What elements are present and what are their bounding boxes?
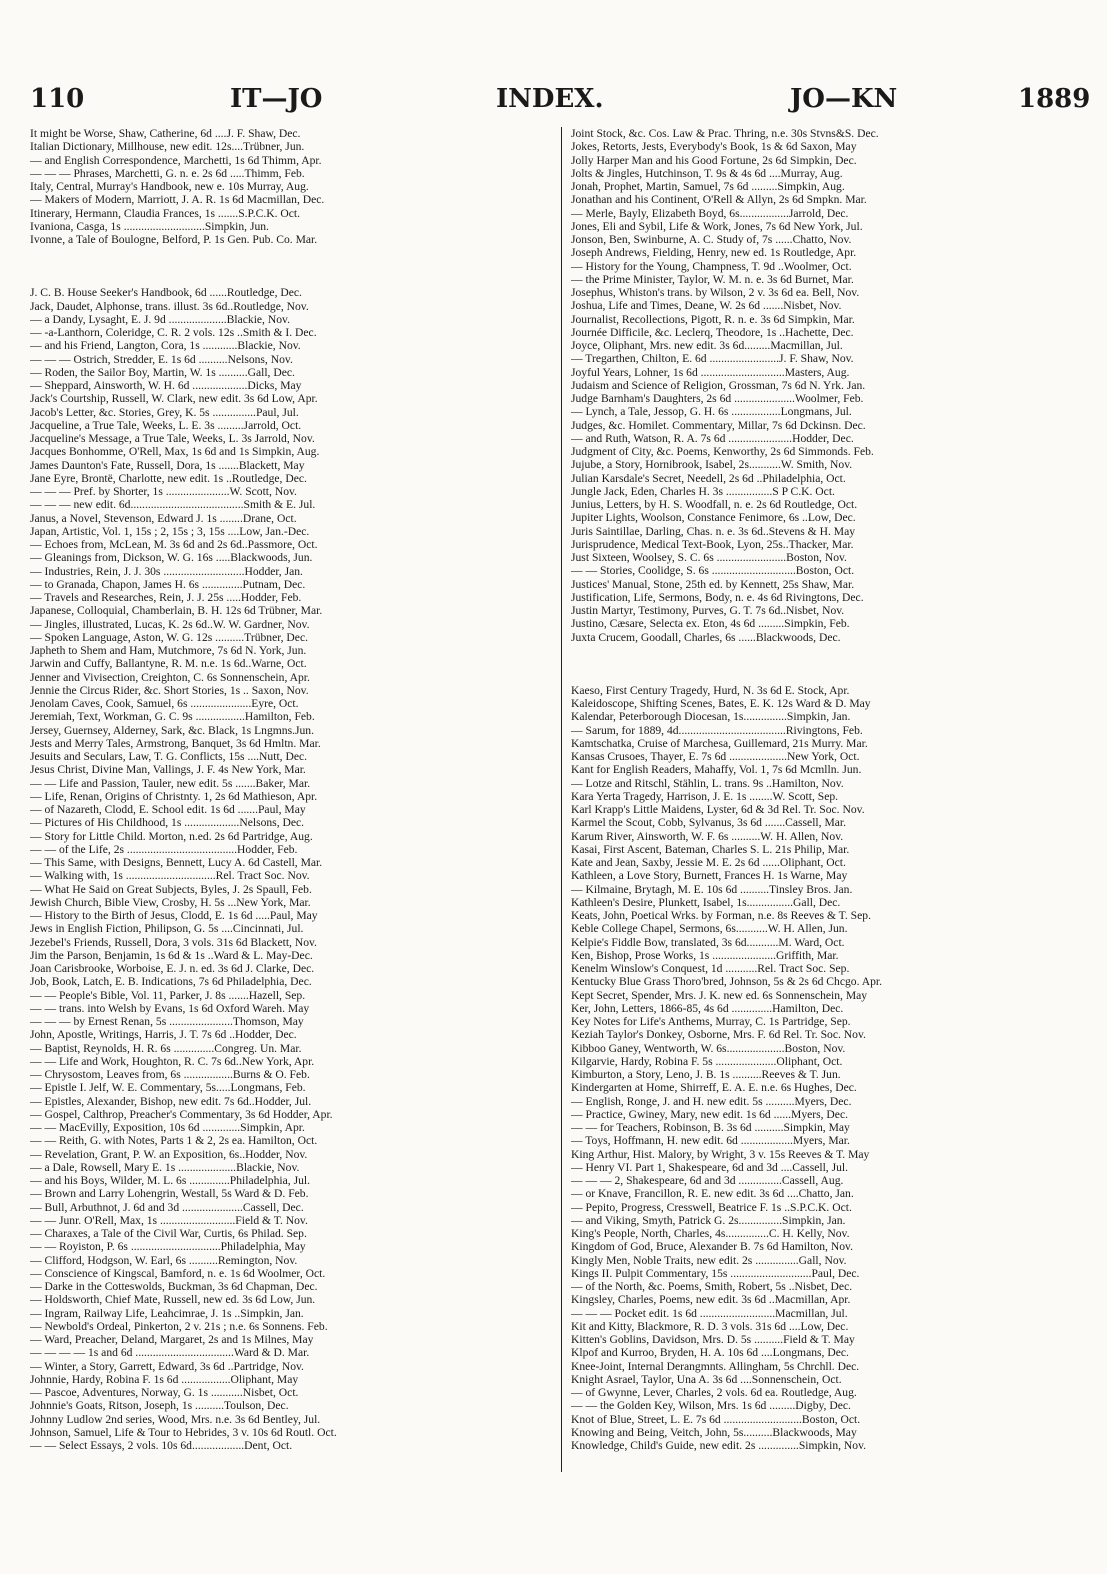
index-entry: — Conscience of Kingscal, Bamford, n. e. 1s 6d Woolmer, Oct. [30, 1266, 326, 1280]
index-entry: — Gospel, Calthrop, Preacher's Commentary, 3s 6d Hodder, Apr. [30, 1107, 333, 1121]
index-entry: Kept Secret, Spender, Mrs. J. K. new ed. 6s Sonnenschein, May [571, 988, 868, 1002]
index-entry: — Life, Renan, Origins of Christnty. 1, 2s 6d Mathieson, Apr. [30, 789, 318, 803]
index-entry: Jolts & Jingles, Hutchinson, T. 9s & 4s 6d ....Murray, Aug. [571, 166, 843, 180]
index-entry: — Lynch, a Tale, Jessop, G. H. 6s .................Longmans, Jul. [571, 405, 852, 419]
header-right-range: JO—KN [790, 84, 898, 114]
index-entry: Janus, a Novel, Stevenson, Edward J. 1s ........Drane, Oct. [30, 511, 297, 525]
index-entry: Jokes, Retorts, Jests, Everybody's Book, 1s & 6d Saxon, May [571, 140, 857, 154]
index-entry: Kingsley, Charles, Poems, new edit. 3s 6d ..Macmillan, Apr. [571, 1293, 851, 1307]
index-entry: — and his Boys, Wilder, M. L. 6s ..............Philadelphia, Jul. [30, 1174, 310, 1187]
index-entry: — Darke in the Cotteswolds, Buckman, 3s 6d Chapman, Dec. [30, 1280, 318, 1293]
index-entry: — Epistle I. Jelf, W. E. Commentary, 5s.....Longmans, Feb. [30, 1081, 306, 1095]
index-entry: — Holdsworth, Chief Mate, Russell, new ed. 3s 6d Low, Jun. [30, 1293, 316, 1307]
index-entry: Jacqueline's Message, a True Tale, Weeks, L. 3s Jarrold, Nov. [30, 432, 315, 445]
index-entry: — Ingram, Railway Life, Leahcimrae, J. 1s ..Simpkin, Jan. [30, 1306, 304, 1320]
index-entry: Jack's Courtship, Russell, W. Clark, new edit. 3s 6d Low, Apr. [30, 392, 318, 406]
index-entry: — Tregarthen, Chilton, E. 6d ........................J. F. Shaw, Nov. [571, 352, 854, 366]
index-entry: Key Notes for Life's Anthems, Murray, C. 1s Partridge, Sep. [571, 1015, 851, 1028]
index-entry: — Newbold's Ordeal, Pinkerton, 2 v. 21s ; n.e. 6s Sonnens. Feb. [30, 1319, 328, 1333]
index-entry: Johnny Ludlow 2nd series, Wood, Mrs. n.e. 3s 6d Bentley, Jul. [30, 1412, 321, 1426]
index-entry: Jennie the Circus Rider, &c. Short Stories, 1s .. Saxon, Nov. [30, 683, 309, 697]
index-entry: Johnnie's Goats, Ritson, Joseph, 1s ..........Toulson, Dec. [30, 1399, 289, 1413]
index-entry: — Henry VI. Part 1, Shakespeare, 6d and 3d ....Cassell, Jul. [571, 1160, 849, 1174]
index-entry: — Clifford, Hodgson, W. Earl, 6s ..........Remington, Nov. [30, 1253, 298, 1267]
index-entry: Jacob's Letter, &c. Stories, Grey, K. 5s ...............Paul, Jul. [30, 405, 299, 419]
index-entry: — — — — 1s and 6d ..................................Ward & D. Mar. [30, 1346, 310, 1360]
index-entry: — Bull, Arbuthnot, J. 6d and 3d .....................Cassell, Dec. [30, 1200, 304, 1214]
index-entry: — Practice, Gwiney, Mary, new edit. 1s 6d ......Myers, Dec. [571, 1107, 848, 1121]
index-entry: Jurisprudence, Medical Text-Book, Lyon, 25s..Thacker, Mar. [571, 537, 854, 551]
column-divider [561, 127, 562, 1472]
index-entry: — What He Said on Great Subjects, Byles, J. 2s Spaull, Feb. [30, 882, 312, 896]
index-entry: Joyful Years, Lohner, 1s 6d .............................Masters, Aug. [571, 365, 850, 379]
index-entry: King Arthur, Hist. Malory, by Wright, 3 v. 15s Reeves & T. May [571, 1147, 870, 1161]
index-entry: Japan, Artistic, Vol. 1, 15s ; 2, 15s ; 3, 15s ....Low, Jan.-Dec. [30, 524, 310, 538]
index-entry: — — Reith, G. with Notes, Parts 1 & 2, 2s ea. Hamilton, Oct. [30, 1134, 318, 1148]
index-entry: — — MacEvilly, Exposition, 10s 6d .............Simpkin, Apr. [30, 1121, 305, 1134]
index-entry: — — trans. into Welsh by Evans, 1s 6d Oxford Wareh. May [30, 1001, 310, 1015]
index-entry: — of Gwynne, Lever, Charles, 2 vols. 6d ea. Routledge, Aug. [571, 1386, 857, 1399]
index-entry: Kasai, First Ascent, Bateman, Charles S. L. 21s Philip, Mar. [571, 842, 850, 856]
index-entry: Jujube, a Story, Hornibrook, Isabel, 2s...........W. Smith, Nov. [571, 458, 853, 472]
index-entry: Knot of Blue, Street, L. E. 7s 6d ...........................Boston, Oct. [571, 1412, 861, 1426]
header-title: INDEX. [496, 84, 604, 114]
index-entry: — Jingles, illustrated, Lucas, K. 2s 6d..W. W. Gardner, Nov. [30, 617, 310, 631]
index-entry: Jolly Harper Man and his Good Fortune, 2s 6d Simpkin, Dec. [571, 153, 857, 167]
index-entry: Kingdom of God, Bruce, Alexander B. 7s 6d Hamilton, Nov. [571, 1240, 853, 1254]
index-entry: Knowing and Being, Veitch, John, 5s..........Blackwoods, May [571, 1425, 857, 1439]
index-entry: Kathleen's Desire, Plunkett, Isabel, 1s................Gall, Dec. [571, 895, 841, 909]
index-entry: Jesus Christ, Divine Man, Vallings, J. F. 4s New York, Mar. [30, 763, 306, 777]
index-entry: — -a-Lanthorn, Coleridge, C. R. 2 vols. 12s ..Smith & I. Dec. [30, 326, 317, 339]
index-entry: — the Prime Minister, Taylor, W. M. n. e. 3s 6d Burnet, Mar. [571, 272, 854, 286]
index-entry: King's People, North, Charles, 4s...............C. H. Kelly, Nov. [571, 1227, 850, 1240]
index-entry: Joshua, Life and Times, Deane, W. 2s 6d .......Nisbet, Nov. [571, 299, 842, 313]
index-entry: Klpof and Kurroo, Bryden, H. A. 10s 6d ....Longmans, Dec. [571, 1346, 849, 1360]
index-entry: Jezebel's Friends, Russell, Dora, 3 vols. 31s 6d Blackett, Nov. [30, 935, 317, 949]
index-entry: — and Ruth, Watson, R. A. 7s 6d ......................Hodder, Dec. [571, 431, 854, 445]
index-entry: — — for Teachers, Robinson, B. 3s 6d ..........Simpkin, May [571, 1121, 850, 1134]
index-entry: — — Life and Work, Houghton, R. C. 7s 6d..New York, Apr. [30, 1054, 315, 1068]
index-entry: Joint Stock, &c. Cos. Law & Prac. Thring, n.e. 30s Stvns&S. Dec. [571, 127, 879, 140]
index-entry: Jenner and Vivisection, Creighton, C. 6s Sonnenschein, Apr. [30, 670, 310, 684]
header-left-range: IT—JO [230, 84, 323, 114]
index-entry: Karum River, Ainsworth, W. F. 6s ..........W. H. Allen, Nov. [571, 829, 844, 843]
index-entry: — Roden, the Sailor Boy, Martin, W. 1s ..........Gall, Dec. [30, 365, 295, 379]
index-entry: Judges, &c. Homilet. Commentary, Millar, 7s 6d Dckinsn. Dec. [571, 418, 866, 432]
index-entry: Kamtschatka, Cruise of Marchesa, Guillemard, 21s Murry. Mar. [571, 736, 868, 750]
index-entry: It might be Worse, Shaw, Catherine, 6d ....J. F. Shaw, Dec. [30, 127, 301, 140]
index-entry: Jonathan and his Continent, O'Rell & Allyn, 2s 6d Smpkn. Mar. [571, 193, 867, 207]
index-entry: Kathleen, a Love Story, Burnett, Frances H. 1s Warne, May [571, 869, 848, 883]
index-entry: — Toys, Hoffmann, H. new edit. 6d ..................Myers, Mar. [571, 1134, 850, 1148]
index-entry: — of the North, &c. Poems, Smith, Robert, 5s ..Nisbet, Dec. [571, 1280, 853, 1293]
index-entry: — Kilmaine, Brytagh, M. E. 10s 6d ..........Tinsley Bros. Jan. [571, 882, 853, 896]
index-entry: — — Royiston, P. 6s ...............................Philadelphia, May [30, 1240, 306, 1254]
index-entry: John, Apostle, Writings, Harris, J. T. 7s 6d ..Hodder, Dec. [30, 1028, 297, 1042]
index-entry: — Travels and Researches, Rein, J. J. 25s .....Hodder, Feb. [30, 591, 302, 604]
index-entry: Kaleidoscope, Shifting Scenes, Bates, E. K. 12s Ward & D. May [571, 697, 871, 710]
index-entry: Jane Eyre, Brontë, Charlotte, new edit. 1s ..Routledge, Dec. [30, 471, 307, 485]
index-entry: Ker, John, Letters, 1866-85, 4s 6d ..............Hamilton, Dec. [571, 1001, 844, 1015]
index-entry: Keziah Taylor's Donkey, Osborne, Mrs. F. 6d Rel. Tr. Soc. Nov. [571, 1028, 866, 1042]
index-entry: Karl Krapp's Little Maidens, Lyster, 6d & 3d Rel. Tr. Soc. Nov. [571, 803, 865, 816]
index-entry: Jesuits and Seculars, Law, T. G. Conflicts, 15s ....Nutt, Dec. [30, 750, 308, 763]
index-entry: Joseph Andrews, Fielding, Henry, new ed. 1s Routledge, Apr. [571, 246, 857, 260]
index-entry: — Revelation, Grant, P. W. an Exposition, 6s..Hodder, Nov. [30, 1147, 308, 1161]
index-entry: — Story for Little Child. Morton, n.ed. 2s 6d Partridge, Aug. [30, 829, 313, 843]
index-entry: Italy, Central, Murray's Handbook, new e. 10s Murray, Aug. [30, 180, 309, 193]
index-entry: — and Viking, Smyth, Patrick G. 2s...............Simpkin, Jan. [571, 1213, 846, 1227]
index-entry: Kimburton, a Story, Leno, J. B. 1s ..........Reeves & T. Jun. [571, 1068, 841, 1081]
index-entry: Ivonne, a Tale of Boulogne, Belford, P. 1s Gen. Pub. Co. Mar. [30, 233, 318, 246]
index-entry: — — People's Bible, Vol. 11, Parker, J. 8s .......Hazell, Sep. [30, 988, 306, 1002]
index-entry: Jungle Jack, Eden, Charles H. 3s ................S P C.K. Oct. [571, 484, 835, 498]
index-entry: — — the Golden Key, Wilson, Mrs. 1s 6d .........Digby, Dec. [571, 1399, 851, 1413]
index-entry: — This Same, with Designs, Bennett, Lucy A. 6d Castell, Mar. [30, 856, 323, 869]
index-column-right [571, 127, 1083, 1452]
index-entry: Johnson, Samuel, Life & Tour to Hebrides, 3 v. 10s 6d Routl. Oct. [30, 1425, 337, 1439]
index-entry: — Merle, Bayly, Elizabeth Boyd, 6s.................Jarrold, Dec. [571, 206, 849, 220]
index-entry: Ken, Bishop, Prose Works, 1s ......................Griffith, Mar. [571, 948, 839, 962]
index-entry: Joyce, Oliphant, Mrs. new edit. 3s 6d.........Macmillan, Jul. [571, 339, 843, 352]
index-entry: Jonah, Prophet, Martin, Samuel, 7s 6d .........Simpkin, Aug. [571, 180, 845, 193]
index-entry: Japanese, Colloquial, Chamberlain, B. H. 12s 6d Trübner, Mar. [30, 604, 323, 618]
index-entry: Julian Karsdale's Secret, Needell, 2s 6d ..Philadelphia, Oct. [571, 471, 846, 485]
index-entry: Josephus, Whiston's trans. by Wilson, 2 v. 3s 6d ea. Bell, Nov. [571, 286, 860, 299]
index-entry: — — Life and Passion, Tauler, new edit. 5s .......Baker, Mar. [30, 776, 311, 790]
index-entry: Karmel the Scout, Cobb, Sylvanus, 3s 6d .......Cassell, Mar. [571, 816, 847, 830]
index-entry: Kalendar, Peterborough Diocesan, 1s...............Simpkin, Jan. [571, 710, 851, 724]
index-entry: Kit and Kitty, Blackmore, R. D. 3 vols. 31s 6d ....Low, Dec. [571, 1319, 849, 1333]
index-entry: Journée Difficile, &c. Leclerq, Theodore, 1s ..Hachette, Dec. [571, 325, 854, 339]
index-entry: Kibboo Ganey, Wentworth, W. 6s....................Boston, Nov. [571, 1041, 846, 1055]
index-entry: Kara Yerta Tragedy, Harrison, J. E. 1s ........W. Scott, Sep. [571, 789, 839, 803]
index-entry: — to Granada, Chapon, James H. 6s ..............Putnam, Dec. [30, 577, 306, 591]
index-entry: — Baptist, Reynolds, H. R. 6s ..............Congreg. Un. Mar. [30, 1041, 302, 1055]
index-entry: Judaism and Science of Religion, Grossman, 7s 6d N. Yrk. Jan. [571, 378, 866, 392]
index-entry: Justices' Manual, Stone, 25th ed. by Kennett, 25s Shaw, Mar. [571, 577, 855, 591]
index-entry: Justino, Cæsare, Selecta ex. Eton, 4s 6d .........Simpkin, Feb. [571, 617, 850, 631]
index-entry: — — — Pocket edit. 1s 6d ..........................Macmillan, Jul. [571, 1306, 848, 1320]
index-entry: Jones, Eli and Sybil, Life & Work, Jones, 7s 6d New York, Jul. [571, 219, 863, 233]
index-entry: — a Dale, Rowsell, Mary E. 1s ....................Blackie, Nov. [30, 1160, 300, 1174]
index-entry: Keats, John, Poetical Wrks. by Forman, n.e. 8s Reeves & T. Sep. [571, 909, 871, 922]
index-entry: — Gleanings from, Dickson, W. G. 16s .....Blackwoods, Jun. [30, 551, 313, 565]
page-number: 110 [30, 84, 85, 114]
index-entry: — and his Friend, Langton, Cora, 1s ............Blackie, Nov. [30, 339, 301, 353]
index-column-left [30, 127, 552, 1452]
index-entry: Jews in English Fiction, Philipson, G. 5s ....Cincinnati, Jul. [30, 922, 304, 936]
index-entry: Keble College Chapel, Sermons, 6s...........W. H. Allen, Jun. [571, 922, 848, 936]
index-entry: — English, Ronge, J. and H. new edit. 5s ..........Myers, Dec. [571, 1094, 852, 1108]
index-entry: — or Knave, Francillon, R. E. new edit. 3s 6d ....Chatto, Jan. [571, 1187, 854, 1201]
index-entry: Junius, Letters, by H. S. Woodfall, n. e. 2s 6d Routledge, Oct. [571, 498, 858, 511]
index-entry: James Daunton's Fate, Russell, Dora, 1s .......Blackett, May [30, 458, 305, 472]
index-entry: — Industries, Rein, J. J. 30s ............................Hodder, Jan. [30, 564, 303, 578]
index-entry: Johnnie, Hardy, Robina F. 1s 6d .................Oliphant, May [30, 1372, 299, 1386]
index-entry: Itinerary, Hermann, Claudia Frances, 1s .......S.P.C.K. Oct. [30, 206, 301, 220]
index-entry: — Walking with, 1s ...............................Rel. Tract Soc. Nov. [30, 869, 310, 883]
index-entry: — Spoken Language, Aston, W. G. 12s ..........Trübner, Dec. [30, 630, 308, 644]
index-entry: Jacqueline, a True Tale, Weeks, L. E. 3s .........Jarrold, Oct. [30, 418, 302, 432]
index-entry: — Winter, a Story, Garrett, Edward, 3s 6d ..Partridge, Nov. [30, 1359, 304, 1373]
index-entry: Jersey, Guernsey, Alderney, Sark, &c. Black, 1s Lngmns.Jun. [30, 723, 314, 737]
index-entry: Japheth to Shem and Ham, Mutchmore, 7s 6d N. York, Jun. [30, 644, 307, 657]
index-entry: Just Sixteen, Woolsey, S. C. 6s ........................Boston, Nov. [571, 551, 847, 564]
index-entry: Job, Book, Latch, E. B. Indications, 7s 6d Philadelphia, Dec. [30, 975, 312, 989]
index-entry: — Echoes from, McLean, M. 3s 6d and 2s 6d..Passmore, Oct. [30, 538, 318, 551]
index-entry: Jonson, Ben, Swinburne, A. C. Study of, 7s ......Chatto, Nov. [571, 233, 852, 246]
index-entry: Jarwin and Cuffy, Ballantyne, R. M. n.e. 1s 6d..Warne, Oct. [30, 657, 307, 671]
index-entry: — of Nazareth, Clodd, E. School edit. 1s 6d .......Paul, May [30, 803, 306, 816]
index-entry: — Epistles, Alexander, Bishop, new edit. 7s 6d..Hodder, Jul. [30, 1094, 312, 1108]
index-entry: — Pictures of His Childhood, 1s ...................Nelsons, Dec. [30, 816, 305, 830]
index-entry: Kenelm Winslow's Conquest, 1d ...........Rel. Tract Soc. Sep. [571, 962, 850, 975]
index-entry: — Lotze and Ritschl, Stählin, L. trans. 9s ..Hamilton, Nov. [571, 776, 844, 790]
index-entry: — a Dandy, Lysaght, E. J. 9d ....................Blackie, Nov. [30, 312, 290, 326]
index-entry: Kilgarvie, Hardy, Robina F. 5s .....................Oliphant, Oct. [571, 1054, 843, 1068]
index-entry: Justification, Life, Sermons, Body, n. e. 4s 6d Rivingtons, Dec. [571, 590, 864, 604]
section-gap [30, 246, 552, 286]
index-entry: — Sarum, for 1889, 4d.....................................Rivingtons, Feb. [571, 723, 863, 737]
index-entry: — Pascoe, Adventures, Norway, G. 1s ...........Nisbet, Oct. [30, 1386, 299, 1399]
index-entry: Jim the Parson, Benjamin, 1s 6d & 1s ..Ward & L. May-Dec. [30, 948, 313, 962]
index-entry: Kelpie's Fiddle Bow, translated, 3s 6d...........M. Ward, Oct. [571, 935, 845, 949]
index-entry: Kant for English Readers, Mahaffy, Vol. 1, 7s 6d Mcmlln. Jun. [571, 763, 862, 777]
header-year: 1889 [1018, 84, 1091, 114]
index-entry: Kindergarten at Home, Shirreff, E. A. E. n.e. 6s Hughes, Dec. [571, 1081, 857, 1095]
page-header [30, 84, 1091, 118]
index-entry: Knowledge, Child's Guide, new edit. 2s ..............Simpkin, Nov. [571, 1439, 867, 1452]
index-entry: Judge Barnham's Daughters, 2s 6d .....................Woolmer, Feb. [571, 392, 864, 405]
index-entry: — — — new edit. 6d.......................................Smith & E. Jul. [30, 498, 316, 512]
index-entry: — — Select Essays, 2 vols. 10s 6d..................Dent, Oct. [30, 1439, 293, 1452]
index-entry: — and English Correspondence, Marchetti, 1s 6d Thimm, Apr. [30, 153, 322, 167]
index-entry: Jack, Daudet, Alphonse, trans. illust. 3s 6d..Routledge, Nov. [30, 299, 309, 313]
index-entry: — History to the Birth of Jesus, Clodd, E. 1s 6d .....Paul, May [30, 909, 318, 922]
index-entry: Jests and Merry Tales, Armstrong, Banquet, 3s 6d Hmltn. Mar. [30, 736, 321, 750]
index-entry: Kingly Men, Noble Traits, new edit. 2s ...............Gall, Nov. [571, 1253, 847, 1267]
index-entry: Jacques Bonhomme, O'Rell, Max, 1s 6d and 1s Simpkin, Aug. [30, 445, 320, 459]
index-entry: — Makers of Modern, Marriott, J. A. R. 1s 6d Macmillan, Dec. [30, 193, 325, 207]
section-gap [571, 644, 1083, 684]
index-entry: — Pepito, Progress, Cresswell, Beatrice F. 1s ..S.P.C.K. Oct. [571, 1200, 852, 1214]
index-entry: Italian Dictionary, Millhouse, new edit. 12s....Trübner, Jun. [30, 140, 305, 154]
index-entry: Kaeso, First Century Tragedy, Hurd, N. 3s 6d E. Stock, Apr. [571, 683, 850, 697]
index-entry: — Charaxes, a Tale of the Civil War, Curtis, 6s Philad. Sep. [30, 1227, 307, 1240]
index-entry: — Sheppard, Ainsworth, W. H. 6d ...................Dicks, May [30, 379, 302, 392]
index-entry: Jenolam Caves, Cook, Samuel, 6s .....................Eyre, Oct. [30, 697, 299, 710]
index-entry: — History for the Young, Champness, T. 9d ..Woolmer, Oct. [571, 259, 852, 273]
index-entry: Justin Martyr, Testimony, Purves, G. T. 7s 6d..Nisbet, Nov. [571, 604, 845, 617]
index-entry: — — — Phrases, Marchetti, G. n. e. 2s 6d .....Thimm, Feb. [30, 166, 305, 180]
index-entry: Kansas Crusoes, Thayer, E. 7s 6d ....................New York, Oct. [571, 750, 860, 763]
index-entry: Juxta Crucem, Goodall, Charles, 6s ......Blackwoods, Dec. [571, 630, 841, 644]
index-entry: — — — Ostrich, Stredder, E. 1s 6d ..........Nelsons, Nov. [30, 352, 293, 366]
index-entry: Knee-Joint, Internal Derangmnts. Allingham, 5s Chrchll. Dec. [571, 1359, 860, 1373]
index-entry: Juris Saintillae, Darling, Chas. n. e. 3s 6d..Stevens & H. May [571, 524, 856, 538]
index-entry: Kitten's Goblins, Davidson, Mrs. D. 5s ..........Field & T. May [571, 1333, 855, 1346]
index-entry: — — — by Ernest Renan, 5s ......................Thomson, May [30, 1015, 304, 1028]
index-entry: Joan Carisbrooke, Worboise, E. J. n. ed. 3s 6d J. Clarke, Dec. [30, 962, 315, 975]
index-entry: Jeremiah, Text, Workman, G. C. 9s .................Hamilton, Feb. [30, 710, 315, 724]
index-entry: Kentucky Blue Grass Thoro'bred, Johnson, 5s & 2s 6d Chcgo. Apr. [571, 975, 883, 989]
index-entry: Jewish Church, Bible View, Crosby, H. 5s ...New York, Mar. [30, 895, 311, 909]
index-entry: Journalist, Recollections, Pigott, R. n. e. 3s 6d Simpkin, Mar. [571, 312, 855, 326]
index-entry: — — — 2, Shakespeare, 6d and 3d ...............Cassell, Aug. [571, 1174, 844, 1187]
index-entry: Knight Asrael, Taylor, Una A. 3s 6d ....Sonnenschein, Oct. [571, 1372, 842, 1386]
index-entry: — Brown and Larry Lohengrin, Westall, 5s Ward & D. Feb. [30, 1187, 309, 1201]
index-entry: — — Junr. O'Rell, Max, 1s ..........................Field & T. Nov. [30, 1213, 308, 1227]
index-entry: — — of the Life, 2s ......................................Hodder, Feb. [30, 842, 298, 856]
index-entry: Kings II. Pulpit Commentary, 15s ............................Paul, Dec. [571, 1266, 860, 1280]
index-entry: — Ward, Preacher, Deland, Margaret, 2s and 1s Milnes, May [30, 1333, 314, 1346]
index-entry: — — Stories, Coolidge, S. 6s .............................Boston, Oct. [571, 564, 855, 578]
index-entry: J. C. B. House Seeker's Handbook, 6d ......Routledge, Dec. [30, 286, 302, 300]
index-entry: Jupiter Lights, Woolson, Constance Fenimore, 6s ..Low, Dec. [571, 511, 856, 525]
index-entry: — — — Pref. by Shorter, 1s ......................W. Scott, Nov. [30, 485, 297, 498]
index-entry: Judgment of City, &c. Poems, Kenworthy, 2s 6d Simmonds. Feb. [571, 445, 874, 458]
index-entry: Ivaniona, Casga, 1s ............................Simpkin, Jun. [30, 219, 269, 233]
index-entry: Kate and Jean, Saxby, Jessie M. E. 2s 6d ......Oliphant, Oct. [571, 856, 846, 869]
index-entry: — Chrysostom, Leaves from, 6s .................Burns & O. Feb. [30, 1068, 310, 1081]
